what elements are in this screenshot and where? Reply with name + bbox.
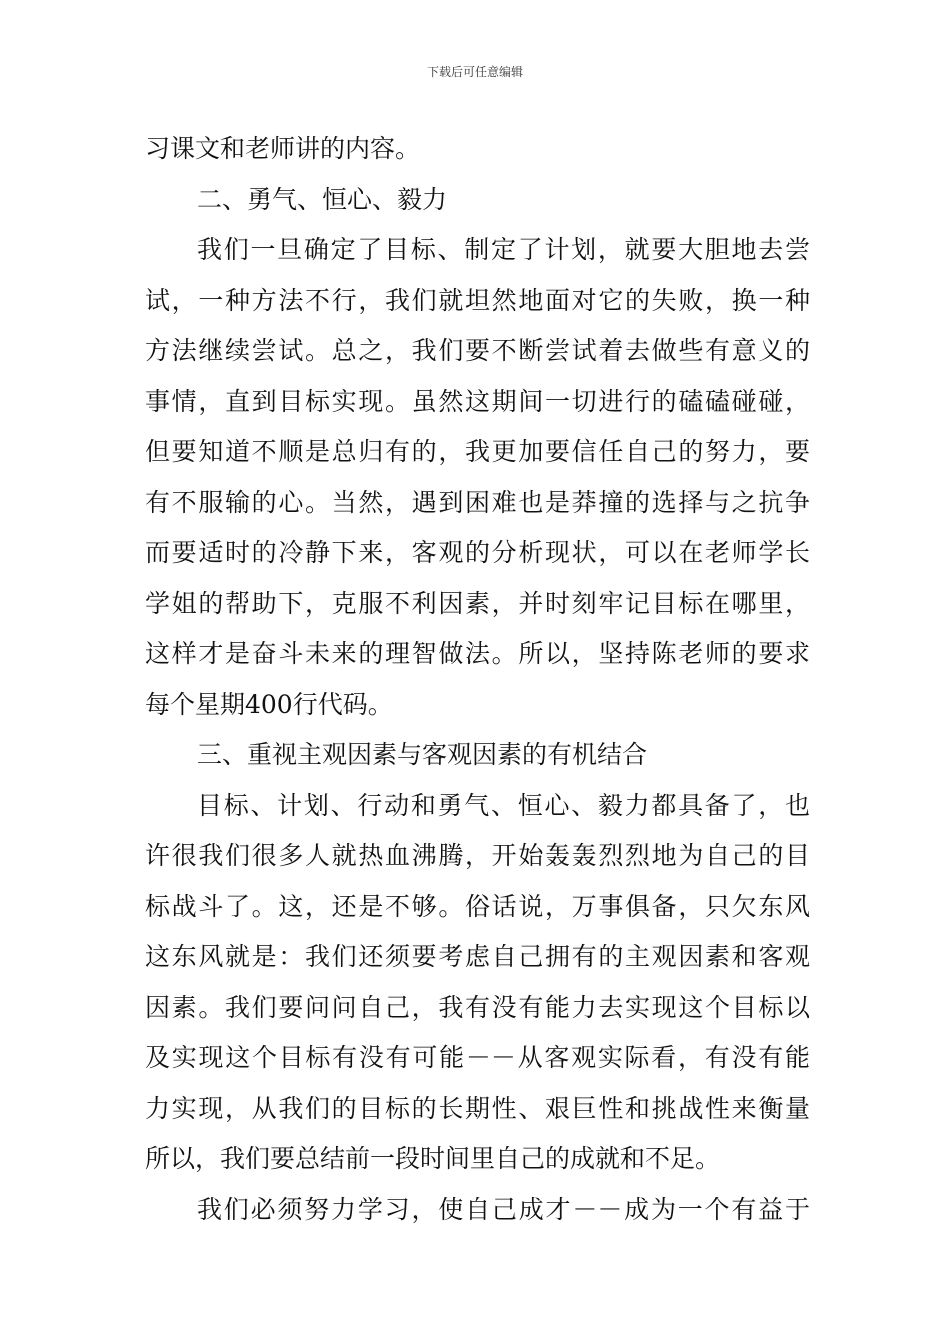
- text-line: 方法继续尝试。总之，我们要不断尝试着去做些有意义的: [145, 336, 810, 365]
- text-line: 习课文和老师讲的内容。: [145, 134, 421, 163]
- text-line: 许很我们很多人就热血沸腾，开始轰轰烈烈地为自己的目: [145, 841, 810, 870]
- text-line: 我们一旦确定了目标、制定了计划，就要大胆地去尝: [197, 235, 810, 264]
- text-line: 事情，直到目标实现。虽然这期间一切进行的磕磕碰碰，: [145, 386, 810, 416]
- text-line: 学姐的帮助下，克服不利因素，并时刻牢记目标在哪里，: [145, 588, 810, 618]
- text-line: 我们必须努力学习，使自己成才－－成为一个有益于: [197, 1194, 810, 1224]
- text-line: 标战斗了。这，还是不够。俗话说，万事俱备，只欠东风: [145, 891, 810, 921]
- text-line: 这样才是奋斗未来的理智做法。所以，坚持陈老师的要求: [145, 639, 810, 668]
- text-line: 但要知道不顺是总归有的，我更加要信任自己的努力，要: [145, 437, 810, 466]
- text-line: 所以，我们要总结前一段时间里自己的成就和不足。: [145, 1144, 721, 1173]
- text-line: 因素。我们要问问自己，我有没有能力去实现这个目标以: [145, 992, 810, 1022]
- section-heading: 三、重视主观因素与客观因素的有机结合: [197, 740, 648, 769]
- text-line: 有不服输的心。当然，遇到困难也是莽撞的选择与之抗争: [145, 487, 810, 517]
- text-line: 试，一种方法不行，我们就坦然地面对它的失败，换一种: [145, 285, 810, 315]
- text-line: 每个星期400行代码。: [145, 689, 393, 719]
- page-header: 下载后可任意编辑: [426, 65, 523, 79]
- section-heading: 二、勇气、恒心、毅力: [197, 184, 448, 214]
- document-body: [145, 124, 810, 1235]
- text-line: 力实现，从我们的目标的长期性、艰巨性和挑战性来衡量: [145, 1093, 810, 1123]
- text-line: 而要适时的冷静下来，客观的分析现状，可以在老师学长: [145, 538, 810, 567]
- text-line: 目标、计划、行动和勇气、恒心、毅力都具备了，也: [197, 790, 810, 820]
- text-line: 及实现这个目标有没有可能－－从客观实际看，有没有能: [145, 1043, 810, 1072]
- text-line: 这东风就是：我们还须要考虑自己拥有的主观因素和客观: [145, 942, 810, 971]
